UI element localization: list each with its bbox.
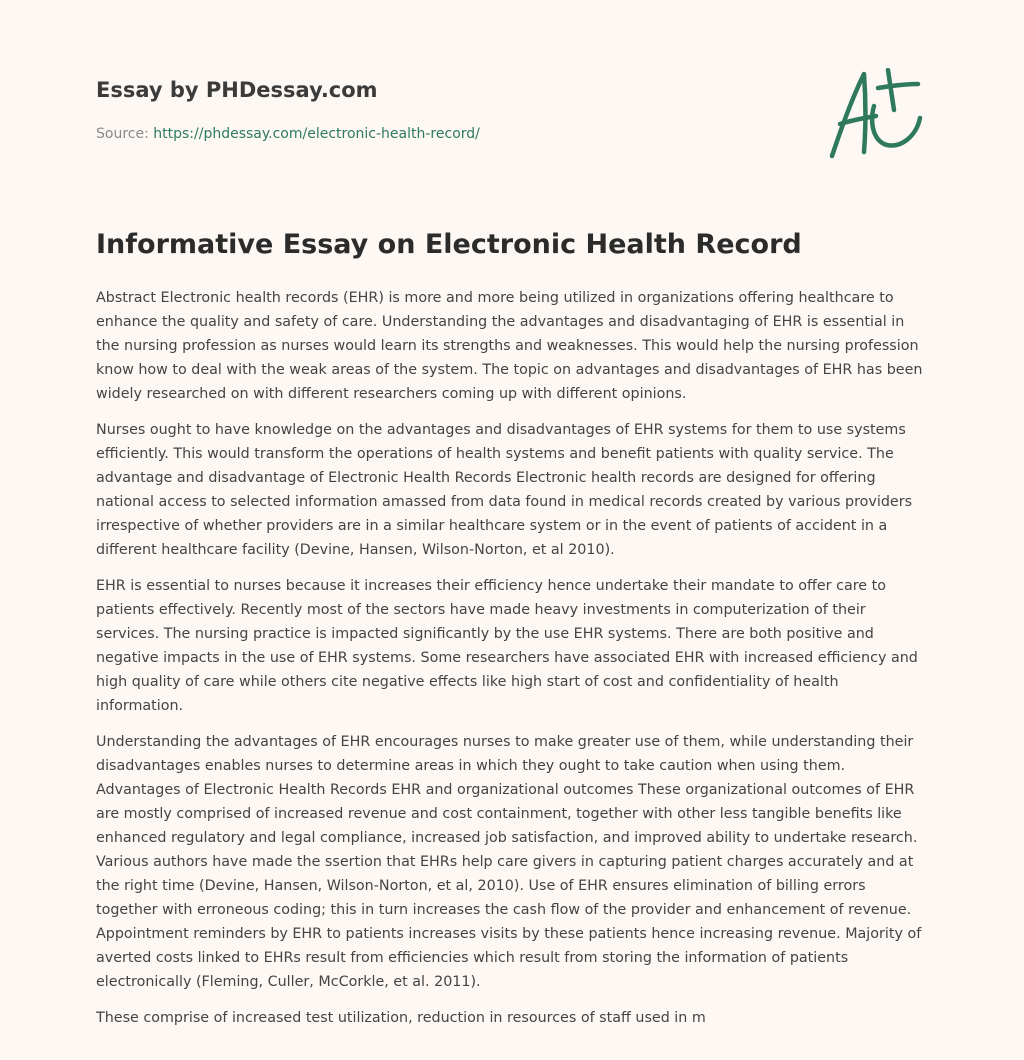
paragraph: Abstract Electronic health records (EHR) is more and more being utilized in organizations offering healthcare to enhance the quality and safety of care. Understanding the advantages and disadvantaging of EHR is essential in the nursing profession as nurses would learn its strengths and weaknesses. This would help the nursing profession know how to deal with the weak areas of the system. The topic on advantages and disadvantages of EHR has been widely researched on with different researchers coming up with different opinions. (96, 290, 923, 402)
page-title: Informative Essay on Electronic Health Record (96, 229, 802, 260)
paragraph: These comprise of increased test utilization, reduction in resources of staff used in m (96, 1010, 706, 1026)
essay-body (96, 286, 930, 1042)
paragraph: EHR is essential to nurses because it increases their efficiency hence undertake their mandate to offer care to patients effectively. Recently most of the sectors have made heavy investments in computerization of their services. The nursing practice is impacted significantly by the use EHR systems. There are both positive and negative impacts in the use of EHR systems. Some researchers have associated EHR with increased efficiency and high quality of care while others cite negative effects like high start of cost and confidentiality of health information. (96, 578, 918, 714)
paragraph: Understanding the advantages of EHR encourages nurses to make greater use of them, while understanding their disadvantages enables nurses to determine areas in which they ought to take caution when using them. Advantages of Electronic Health Records EHR and organizational outcomes These organizational outcomes of EHR are mostly comprised of increased revenue and cost containment, together with other less tangible benefits like enhanced regulatory and legal compliance, increased job satisfaction, and improved ability to undertake research. Various authors have made the ssertion that EHRs help care givers in capturing patient charges accurately and at the right time (Devine, Hansen, Wilson-Norton, et al, 2010). Use of EHR ensures elimination of billing errors together with erroneous coding; this in turn increases the cash flow of the provider and enhancement of revenue. Appointment reminders by EHR to patients increases visits by these patients hence increasing revenue. Majority of averted costs linked to EHRs result from efficiencies which result from storing the information of patients electronically (Fleming, Culler, McCorkle, et al. 2011). (96, 734, 922, 990)
source-label: Source: (96, 126, 149, 142)
essay-header (96, 76, 928, 176)
brand-title: Essay by PHDessay.com (96, 78, 378, 102)
source-line (96, 124, 480, 144)
source-link[interactable]: https://phdessay.com/electronic-health-record/ (153, 126, 480, 142)
paragraph: Nurses ought to have knowledge on the advantages and disadvantages of EHR systems for them to use systems efficiently. This would transform the operations of health systems and benefit patients with quality service. The advantage and disadvantage of Electronic Health Records Electronic health records are designed for offering national access to selected information amassed from data found in medical records created by various providers irrespective of whether providers are in a similar healthcare system or in the event of patients of accident in a different healthcare facility (Devine, Hansen, Wilson-Norton, et al 2010). (96, 422, 913, 558)
a-plus-logo-icon (826, 68, 928, 164)
